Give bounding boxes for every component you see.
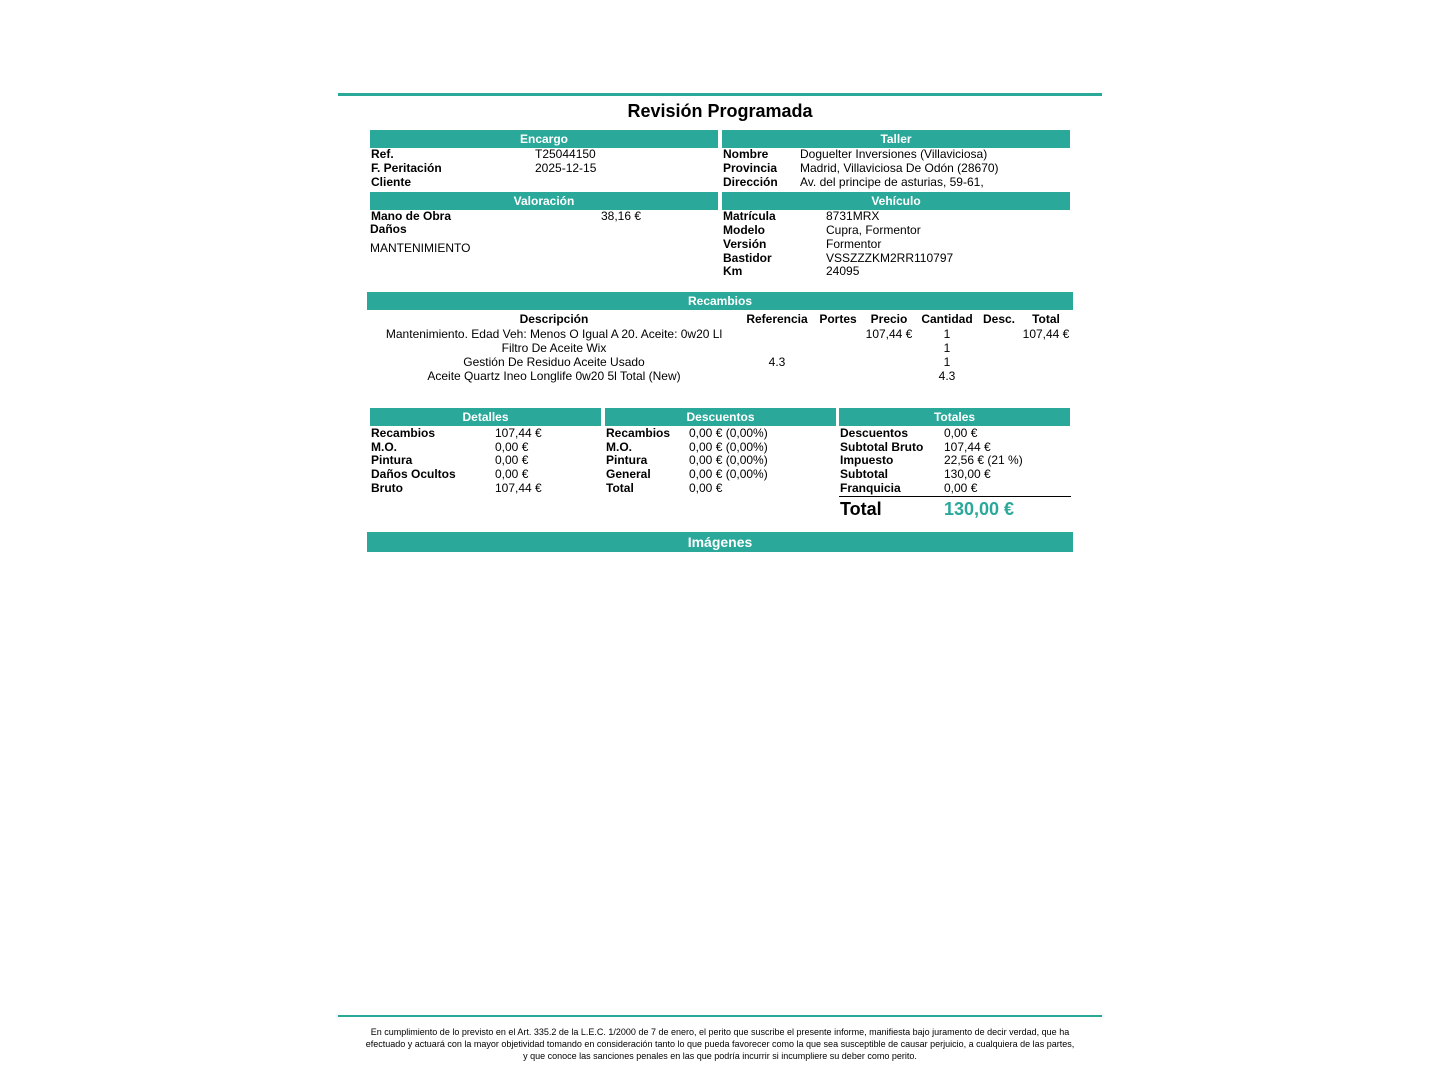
- km-value: 24095: [826, 264, 860, 278]
- cliente-label: Cliente: [371, 175, 412, 189]
- mano-obra-value: 38,16 €: [601, 209, 642, 223]
- totales-label: Subtotal: [840, 467, 888, 481]
- totales-label: Impuesto: [840, 453, 894, 467]
- totales-label: Franquicia: [840, 481, 901, 495]
- table-row-descripcion: Gestión De Residuo Aceite Usado: [463, 355, 645, 369]
- top-rule: [338, 93, 1102, 96]
- grand-total-label: Total: [840, 499, 882, 519]
- detalles-label: M.O.: [371, 440, 397, 454]
- detalles-header: Detalles: [370, 408, 601, 426]
- table-row-precio: 107,44 €: [865, 327, 913, 341]
- descuentos-value: 0,00 € (0,00%): [689, 453, 768, 467]
- detalles-label: Recambios: [371, 426, 436, 440]
- danos-label: Daños: [370, 222, 407, 236]
- nombre-value: Doguelter Inversiones (Villaviciosa): [800, 147, 988, 161]
- detalles-label: Daños Ocultos: [371, 467, 456, 481]
- col-descripcion: Descripción: [519, 312, 589, 326]
- table-row-referencia: 4.3: [768, 355, 786, 369]
- totales-value: 107,44 €: [944, 440, 991, 454]
- version-value: Formentor: [826, 237, 882, 251]
- descuentos-label: Pintura: [606, 453, 648, 467]
- footer-line: y que conoce las sanciones penales en las que podría incurrir si incumpliere su deber como perito.: [523, 1051, 917, 1061]
- table-row-descripcion: Mantenimiento. Edad Veh: Menos O Igual A 20. Aceite: 0w20 Ll: [385, 327, 723, 341]
- bottom-rule: [338, 1015, 1102, 1017]
- table-row-cantidad: 1: [943, 355, 951, 369]
- col-desc: Desc.: [982, 312, 1016, 326]
- tipo-value: MANTENIMIENTO: [370, 241, 471, 255]
- descuentos-label: M.O.: [606, 440, 632, 454]
- descuentos-label: Recambios: [606, 426, 671, 440]
- detalles-value: 107,44 €: [495, 481, 542, 495]
- descuentos-header: Descuentos: [605, 408, 836, 426]
- modelo-label: Modelo: [723, 223, 765, 237]
- footer-line: efectuado y actuará con la mayor objetividad tomando en consideración tanto lo que pueda favorecer como la que sea susceptible de causar perjuicio, a cualquiera de las partes,: [365, 1039, 1075, 1049]
- totales-value: 22,56 € (21 %): [944, 453, 1023, 467]
- fecha-value: 2025-12-15: [535, 161, 597, 175]
- col-precio: Precio: [870, 312, 908, 326]
- col-portes: Portes: [819, 312, 857, 326]
- direccion-label: Dirección: [723, 175, 778, 189]
- grand-total-value: 130,00 €: [944, 499, 1015, 519]
- descuentos-value: 0,00 € (0,00%): [689, 426, 768, 440]
- detalles-value: 0,00 €: [495, 440, 529, 454]
- detalles-label: Bruto: [371, 481, 403, 495]
- km-label: Km: [723, 264, 743, 278]
- ref-label: Ref.: [371, 147, 394, 161]
- encargo-header: Encargo: [370, 130, 718, 148]
- recambios-header: Recambios: [367, 292, 1073, 310]
- col-referencia: Referencia: [746, 312, 808, 326]
- vehiculo-header: Vehículo: [722, 192, 1070, 210]
- bastidor-value: VSSZZZKM2RR110797: [826, 251, 954, 265]
- version-label: Versión: [723, 237, 767, 251]
- direccion-value: Av. del principe de asturias, 59-61,: [800, 175, 984, 189]
- table-row-cantidad: 1: [943, 341, 951, 355]
- table-row-total: 107,44 €: [1022, 327, 1070, 341]
- detalles-value: 107,44 €: [495, 426, 542, 440]
- totales-value: 0,00 €: [944, 426, 978, 440]
- matricula-value: 8731MRX: [826, 209, 880, 223]
- detalles-value: 0,00 €: [495, 467, 529, 481]
- col-cantidad: Cantidad: [921, 312, 973, 326]
- totales-value: 130,00 €: [944, 467, 991, 481]
- ref-value: T25044150: [535, 147, 596, 161]
- totales-label: Descuentos: [840, 426, 909, 440]
- totales-value: 0,00 €: [944, 481, 978, 495]
- descuentos-value: 0,00 € (0,00%): [689, 467, 768, 481]
- table-row-descripcion: Filtro De Aceite Wix: [501, 341, 607, 355]
- descuentos-label: General: [606, 467, 651, 481]
- mano-obra-label: Mano de Obra: [371, 209, 452, 223]
- table-row-cantidad: 4.3: [938, 369, 956, 383]
- page-title: Revisión Programada: [627, 101, 813, 121]
- totales-header: Totales: [839, 408, 1070, 426]
- valoracion-header: Valoración: [370, 192, 718, 210]
- legal-footer: [338, 1026, 1102, 1062]
- detalles-value: 0,00 €: [495, 453, 529, 467]
- matricula-label: Matrícula: [723, 209, 776, 223]
- provincia-value: Madrid, Villaviciosa De Odón (28670): [800, 161, 999, 175]
- bastidor-label: Bastidor: [723, 251, 772, 265]
- provincia-label: Provincia: [723, 161, 778, 175]
- fecha-label: F. Peritación: [371, 161, 442, 175]
- total-divider: [839, 496, 1071, 497]
- table-row-cantidad: 1: [943, 327, 951, 341]
- descuentos-label: Total: [606, 481, 634, 495]
- taller-header: Taller: [722, 130, 1070, 148]
- imagenes-header: Imágenes: [367, 532, 1073, 552]
- table-row-descripcion: Aceite Quartz Ineo Longlife 0w20 5l Total (New): [427, 369, 681, 383]
- detalles-label: Pintura: [371, 453, 413, 467]
- col-total: Total: [1032, 312, 1060, 326]
- descuentos-value: 0,00 € (0,00%): [689, 440, 768, 454]
- nombre-label: Nombre: [723, 147, 769, 161]
- modelo-value: Cupra, Formentor: [826, 223, 921, 237]
- footer-line: En cumplimiento de lo previsto en el Art. 335.2 de la L.E.C. 1/2000 de 7 de enero, el perito que suscribe el presente informe, manifiesta bajo juramento de decir verdad, que ha: [370, 1027, 1070, 1037]
- totales-label: Subtotal Bruto: [840, 440, 924, 454]
- descuentos-value: 0,00 €: [689, 481, 723, 495]
